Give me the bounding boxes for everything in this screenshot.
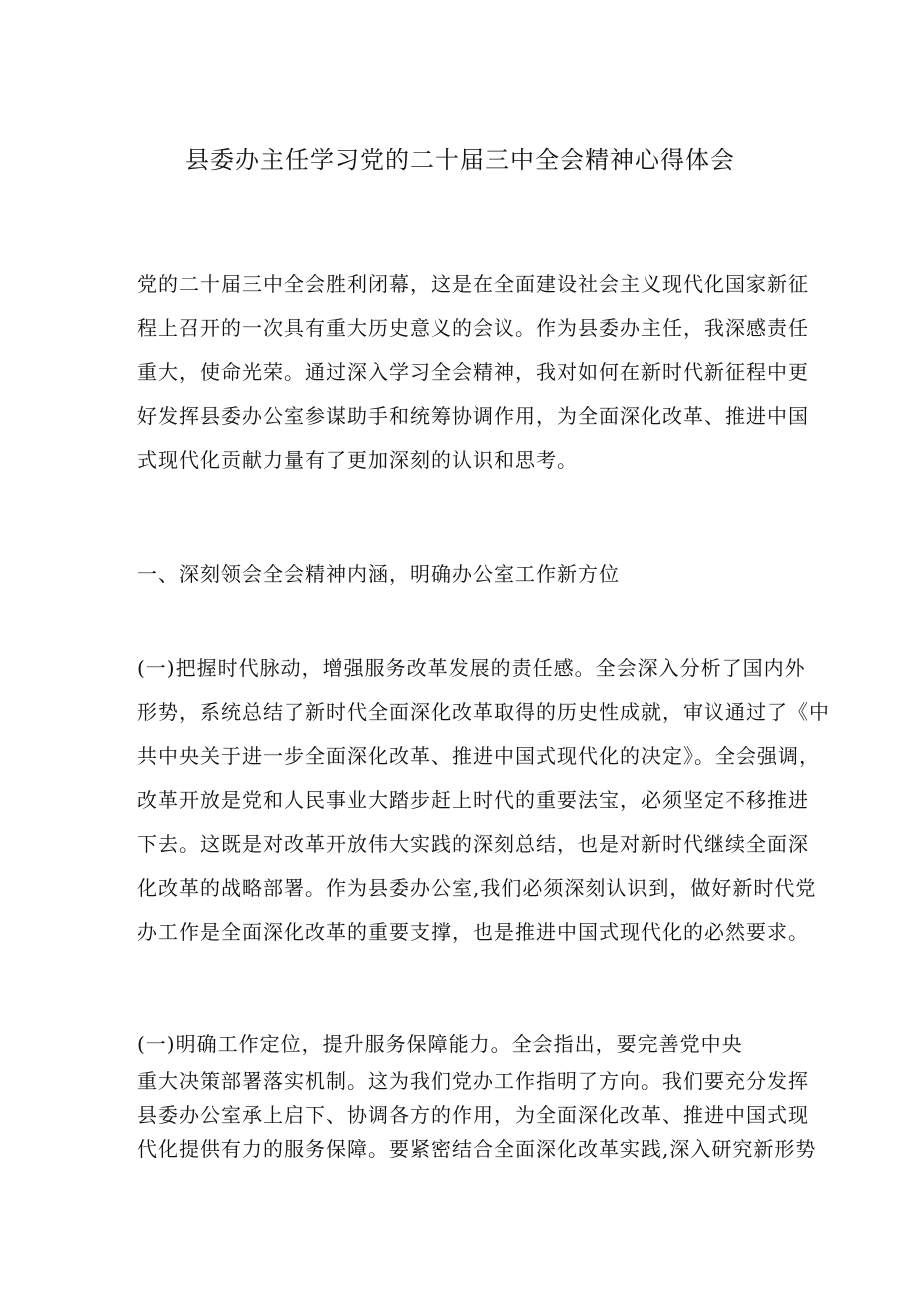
document-title: 县委办主任学习党的二十届三中全会精神心得体会 bbox=[185, 146, 735, 174]
paragraph-line: 形势，系统总结了新时代全面深化改革取得的历史性成就，审议通过了《中 bbox=[137, 700, 830, 724]
intro-line: 党的二十届三中全会胜利闭幕，这是在全面建设社会主义现代化国家新征 bbox=[137, 272, 809, 296]
paragraph-line: 县委办公室承上启下、协调各方的作用，为全面深化改革、推进中国式现 bbox=[137, 1103, 809, 1127]
paragraph-line: 下去。这既是对改革开放伟大实践的深刻总结，也是对新时代继续全面深 bbox=[137, 832, 809, 856]
paragraph-line: 改革开放是党和人民事业大踏步赶上时代的重要法宝，必须坚定不移推进 bbox=[137, 788, 809, 812]
subsection-paragraph-2 bbox=[137, 1064, 817, 1166]
paragraph-line: 办工作是全面深化改革的重要支撑，也是推进中国式现代化的必然要求。 bbox=[137, 920, 809, 944]
subsection-paragraph-1 bbox=[137, 646, 830, 954]
intro-line: 程上召开的一次具有重大历史意义的会议。作为县委办主任，我深感责任 bbox=[137, 316, 809, 340]
intro-line: 重大，使命光荣。通过深入学习全会精神，我对如何在新时代新征程中更 bbox=[137, 360, 809, 384]
intro-line: 式现代化贡献力量有了更加深刻的认识和思考。 bbox=[137, 448, 578, 472]
section-heading bbox=[137, 552, 787, 596]
paragraph-line: 重大决策部署落实机制。这为我们党办工作指明了方向。我们要充分发挥 bbox=[137, 1069, 809, 1093]
intro-paragraph bbox=[137, 262, 809, 482]
paragraph-line: (一)把握时代脉动，增强服务改革发展的责任感。全会深入分析了国内外 bbox=[137, 656, 806, 680]
section-heading-text: 一、深刻领会全会精神内涵，明确办公室工作新方位 bbox=[137, 562, 620, 586]
subsection-paragraph-2-lead bbox=[137, 1022, 787, 1066]
paragraph-line: 化改革的战略部署。作为县委办公室,我们必须深刻认识到，做好新时代党 bbox=[137, 876, 817, 900]
paragraph-line: (一)明确工作定位，提升服务保障能力。全会指出，要完善党中央 bbox=[137, 1032, 743, 1056]
paragraph-line: 共中央关于进一步全面深化改革、推进中国式现代化的决定》。全会强调， bbox=[137, 744, 820, 768]
intro-line: 好发挥县委办公室参谋助手和统筹协调作用，为全面深化改革、推进中国 bbox=[137, 404, 809, 428]
paragraph-line: 代化提供有力的服务保障。要紧密结合全面深化改革实践,深入研究新形势 bbox=[137, 1137, 817, 1161]
